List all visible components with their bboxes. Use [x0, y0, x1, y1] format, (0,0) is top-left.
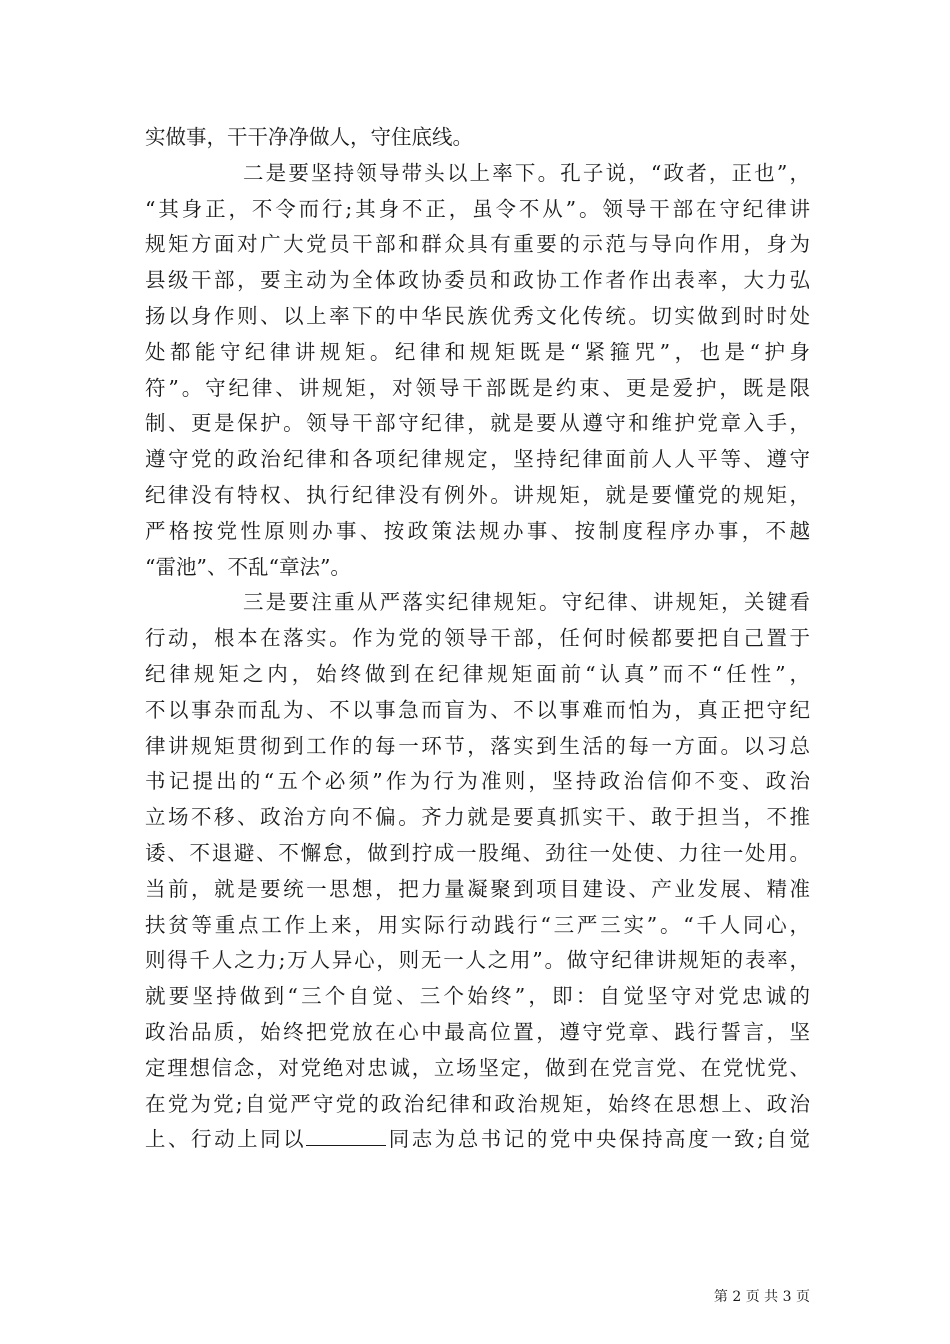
text-line: “雷池”、不乱“章法”。: [145, 554, 351, 579]
text-line: 诿、不退避、不懈怠，做到拧成一股绳、劲往一处使、力往一处用。: [145, 840, 810, 865]
text-line: 实做事，干干净净做人，守住底线。: [145, 125, 473, 149]
body-text: [145, 120, 810, 1158]
text-line: 二是要坚持领导带头以上率下。孔子说，“政者，正也”，: [243, 160, 810, 185]
text-line: 就要坚持做到“三个自觉、三个始终”，即：自觉坚守对党忠诚的: [145, 984, 810, 1009]
text-line: 扶贫等重点工作上来，用实际行动践行“三严三实”。“千人同心，: [145, 912, 810, 937]
text-line: 律讲规矩贯彻到工作的每一环节，落实到生活的每一方面。以习总: [145, 733, 810, 758]
fill-in-blank: [306, 1125, 386, 1146]
text-line: 在党为党;自觉严守党的政治纪律和政治规矩，始终在思想上、政治: [145, 1091, 810, 1116]
text-line: 立场不移、政治方向不偏。齐力就是要真抓实干、敢于担当，不推: [145, 805, 810, 830]
text-line: 规矩方面对广大党员干部和群众具有重要的示范与导向作用，身为: [145, 232, 810, 257]
text-line: 定理想信念，对党绝对忠诚，立场坚定，做到在党言党、在党忧党、: [145, 1055, 810, 1080]
text-line: 政治品质，始终把党放在心中最高位置，遵守党章、践行誓言，坚: [145, 1019, 810, 1044]
text-line: 制、更是保护。领导干部守纪律，就是要从遵守和维护党章入手，: [145, 411, 810, 436]
text-line: 处都能守纪律讲规矩。纪律和规矩既是“紧箍咒”，也是“护身: [145, 339, 810, 364]
text-line: 严格按党性原则办事、按政策法规办事、按制度程序办事，不越: [145, 518, 810, 543]
text-line: 不以事杂而乱为、不以事急而盲为、不以事难而怕为，真正把守纪: [145, 697, 810, 722]
text-line: 书记提出的“五个必须”作为行为准则，坚持政治信仰不变、政治: [145, 769, 810, 794]
text-line: 纪律没有特权、执行纪律没有例外。讲规矩，就是要懂党的规矩，: [145, 482, 810, 507]
text-line: 三是要注重从严落实纪律规矩。守纪律、讲规矩，关键看: [243, 590, 810, 615]
text-line: 符”。守纪律、讲规矩，对领导干部既是约束、更是爱护，既是限: [145, 375, 810, 400]
text-line: 扬以身作则、以上率下的中华民族优秀文化传统。切实做到时时处: [145, 303, 810, 328]
text-line: 行动，根本在落实。作为党的领导干部，任何时候都要把自己置于: [145, 626, 810, 651]
text-line: 纪律规矩之内，始终做到在纪律规矩面前“认真”而不“任性”，: [145, 661, 810, 686]
text-line: 则得千人之力;万人异心，则无一人之用”。做守纪律讲规矩的表率，: [145, 948, 810, 973]
text-line: 县级干部，要主动为全体政协委员和政协工作者作出表率，大力弘: [145, 268, 810, 293]
page-number-footer: 第 2 页 共 3 页: [713, 1289, 810, 1305]
text-before-blank: 上、行动上同以: [145, 1127, 307, 1152]
text-line: 当前，就是要统一思想，把力量凝聚到项目建设、产业发展、精准: [145, 876, 810, 901]
text-line: 遵守党的政治纪律和各项纪律规定，坚持纪律面前人人平等、遵守: [145, 447, 810, 472]
text-line: “其身正，不令而行;其身不正，虽令不从”。领导干部在守纪律讲: [145, 196, 810, 221]
text-after-blank: 同志为总书记的党中央保持高度一致;自觉: [386, 1127, 810, 1152]
text-line-with-blank: [145, 1122, 810, 1158]
